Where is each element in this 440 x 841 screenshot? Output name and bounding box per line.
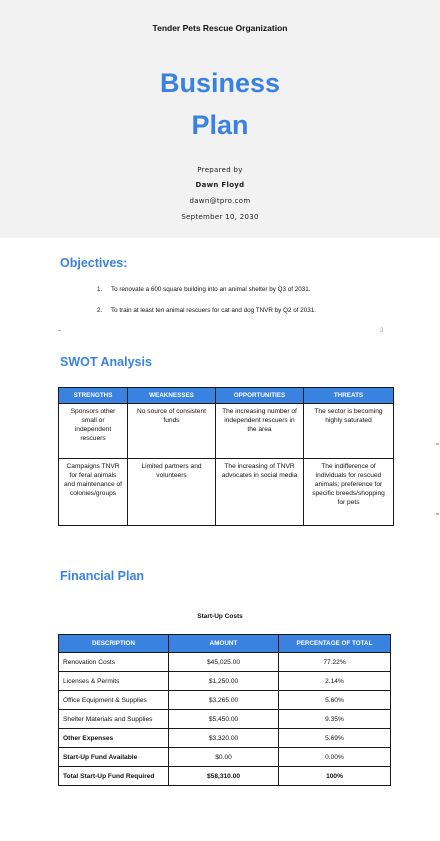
swot-cell: Sponsors other small or independent rescuers (59, 404, 128, 459)
author-email: dawn@tpro.com (189, 197, 251, 205)
table-row (59, 653, 391, 672)
financial-heading: Financial Plan (60, 569, 145, 583)
startup-costs-header-row (59, 635, 391, 653)
row-amount: $1,250.00 (169, 672, 279, 691)
row-percentage: 2.14% (279, 672, 391, 691)
objective-number: 1. (97, 286, 103, 293)
swot-cell: Limited partners and volunteers (128, 459, 216, 526)
row-amount: $5,450.00 (169, 710, 279, 729)
row-description: Start-Up Fund Available (59, 748, 169, 767)
page-break-marker (58, 330, 61, 331)
row-description: Other Expenses (59, 729, 169, 748)
row-amount: $45,025.00 (169, 653, 279, 672)
header-amount: AMOUNT (169, 635, 279, 653)
swot-header-strengths: STRENGTHS (59, 388, 128, 404)
swot-header-weaknesses: WEAKNESSES (128, 388, 216, 404)
document-title-line2: Plan (191, 110, 249, 140)
objective-text: To renovate a 600 square building into an animal shelter by Q3 of 2031. (111, 286, 311, 293)
objectives-heading: Objectives: (60, 256, 128, 270)
swot-header-opportunities: OPPORTUNITIES (216, 388, 304, 404)
row-amount: $58,310.00 (169, 767, 279, 786)
table-row (59, 729, 391, 748)
document-title-line1: Business (159, 68, 281, 98)
row-percentage: 5.69% (279, 729, 391, 748)
row-description: Shelter Materials and Supplies (59, 710, 169, 729)
objective-text: To train at least ten animal rescuers for cat and dog TNVR by Q2 of 2031. (111, 307, 316, 314)
row-percentage: 0.00% (279, 748, 391, 767)
swot-cell: No source of consistent funds (128, 404, 216, 459)
row-percentage: 9.35% (279, 710, 391, 729)
table-row (59, 672, 391, 691)
startup-costs-table (58, 634, 391, 786)
row-percentage: 5.60% (279, 691, 391, 710)
row-description: Total Start-Up Fund Required (59, 767, 169, 786)
row-description: Office Equipment & Supplies (59, 691, 169, 710)
table-row (59, 691, 391, 710)
total-row (59, 767, 391, 786)
swot-header-threats: THREATS (304, 388, 394, 404)
row-amount: $3,265.00 (169, 691, 279, 710)
swot-cell: The increasing number of independent rescuers in the area (216, 404, 304, 459)
swot-cell: The increasing of TNVR advocates in social media (216, 459, 304, 526)
swot-row (59, 404, 394, 459)
swot-header-row (59, 388, 394, 404)
row-amount: $3,320.00 (169, 729, 279, 748)
swot-cell: Campaigns TNVR for feral animals and maintenance of colonies/groups (59, 459, 128, 526)
objective-item (97, 307, 316, 314)
table-row (59, 710, 391, 729)
swot-heading: SWOT Analysis (60, 355, 152, 369)
edge-mark (436, 443, 439, 445)
prepared-by-label: Prepared by (197, 166, 243, 174)
objective-number: 2. (97, 307, 103, 314)
row-percentage: 77.22% (279, 653, 391, 672)
swot-table (58, 387, 394, 526)
row-amount: $0.00 (169, 748, 279, 767)
swot-cell: The sector is becoming highly saturated (304, 404, 394, 459)
swot-cell: The indifference of individuals for rescued animals; preference for specific breeds/shopping for pets (304, 459, 394, 526)
author-name: Dawn Floyd (195, 181, 245, 189)
header-description: DESCRIPTION (59, 635, 169, 653)
edge-mark (436, 513, 439, 515)
document-date: September 10, 2030 (181, 213, 259, 221)
table-row (59, 748, 391, 767)
row-description: Licenses & Permits (59, 672, 169, 691)
row-description: Renovation Costs (59, 653, 169, 672)
swot-row (59, 459, 394, 526)
objective-item (97, 286, 311, 293)
table-caption: Start-Up Costs (197, 613, 243, 620)
organization-name: Tender Pets Rescue Organization (152, 23, 288, 33)
row-percentage: 100% (279, 767, 391, 786)
header-percentage: PERCENTAGE OF TOTAL (279, 635, 391, 653)
stray-mark: 3 (380, 328, 384, 334)
